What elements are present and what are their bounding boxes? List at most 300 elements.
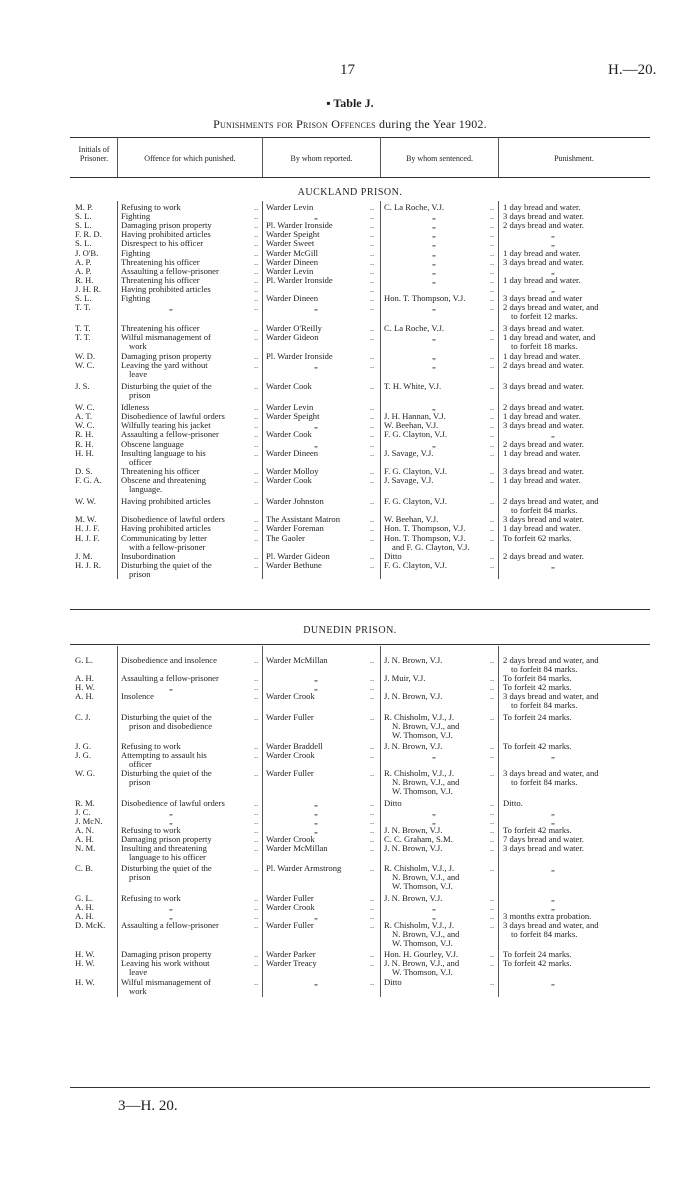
sentenced-by-cell-line: „ — [432, 211, 436, 222]
offence-cell — [121, 303, 261, 312]
prisoner-initials: A. H. — [75, 691, 94, 702]
offence-cell-line: „ — [169, 806, 173, 817]
leader-dots: .. — [490, 293, 495, 303]
offence-cell-line: prison — [129, 389, 151, 400]
table-row — [0, 769, 700, 796]
leader-dots: .. — [254, 977, 259, 988]
leader-dots: .. — [370, 532, 375, 543]
punishment-cell-line: 2 days bread and water, and — [503, 655, 599, 665]
offence-cell-line: Threatening his officer — [121, 465, 200, 476]
reported-by-cell: Pl. Warder Armstrong — [266, 863, 342, 874]
sentenced-by-cell — [384, 258, 499, 267]
offence-cell-line: leave — [129, 368, 148, 379]
prisoner-initials: H. J. R. — [75, 559, 102, 570]
offence-cell-line: Damaging prison property — [121, 833, 212, 844]
prisoner-initials: J. G. — [75, 750, 91, 760]
sentenced-by-cell-line: F. G. Clayton, V.J. — [384, 496, 447, 507]
table-row — [0, 692, 700, 710]
sentenced-by-cell-line: F. G. Clayton, V.J. — [384, 465, 447, 476]
sentenced-by-cell-line: J. N. Brown, V.J. — [384, 691, 443, 702]
leader-dots: .. — [370, 655, 375, 665]
offence-cell — [121, 844, 261, 862]
leader-dots: .. — [254, 919, 259, 930]
prisoner-initials: H. H. — [75, 447, 94, 458]
sentenced-by-cell-line: N. Brown, V.J., and — [392, 720, 460, 731]
offence-cell-line: prison — [129, 568, 151, 579]
offence-cell-line: Having prohibited articles — [121, 229, 211, 240]
sentenced-by-cell-line: R. Chisholm, V.J., J. — [384, 711, 455, 722]
section-separator — [70, 609, 650, 610]
leader-dots: .. — [254, 229, 259, 240]
prisoner-initials: W. C. — [75, 402, 95, 413]
table-row — [0, 674, 700, 683]
sentenced-by-cell — [384, 894, 499, 903]
leader-dots: .. — [254, 202, 259, 212]
offence-cell-line: Disobedience of lawful orders — [121, 411, 225, 422]
section-title-auckland: AUCKLAND PRISON. — [297, 187, 403, 198]
prisoner-initials: J. S. — [75, 380, 90, 391]
leader-dots: .. — [370, 711, 375, 722]
table-row — [0, 421, 700, 430]
prisoner-initials: S. L. — [75, 220, 92, 231]
punishment-cell-line: Ditto. — [503, 797, 523, 808]
prisoner-initials: J. McN. — [75, 815, 103, 826]
offence-cell-line: prison — [129, 777, 151, 788]
punishment-cell — [503, 382, 643, 391]
prisoner-initials: H. W. — [75, 682, 95, 693]
offence-cell-line: Assaulting a fellow-prisoner — [121, 919, 219, 930]
leader-dots: .. — [370, 977, 375, 988]
reported-by-cell: Warder O'Reilly — [266, 323, 322, 334]
table-row — [0, 742, 700, 751]
column-divider — [380, 201, 381, 579]
leader-dots: .. — [370, 220, 375, 231]
prisoner-initials: R. M. — [75, 797, 95, 808]
reported-by-cell: Warder Crook — [266, 691, 315, 702]
punishment-cell-line: 2 days bread and water, and — [503, 302, 599, 313]
reported-by-cell: Warder McMillan — [266, 843, 328, 853]
reported-by-cell: Warder Cook — [266, 429, 312, 440]
prisoner-initials: F. R. D. — [75, 229, 102, 240]
reported-by-cell: „ — [314, 211, 318, 222]
punishment-cell-line: 3 days bread and water, and — [503, 768, 599, 779]
reported-by-cell: „ — [314, 359, 318, 370]
leader-dots: .. — [490, 380, 495, 391]
leader-dots: .. — [254, 220, 259, 231]
reported-by-cell: Warder Fuller — [266, 768, 314, 779]
offence-cell-line: Refusing to work — [121, 202, 181, 212]
sentenced-by-cell-line: „ — [432, 220, 436, 231]
table-row — [0, 440, 700, 449]
table-row — [0, 978, 700, 996]
table-row — [0, 203, 700, 212]
sentenced-by-cell — [384, 864, 499, 891]
leader-dots: .. — [254, 901, 259, 912]
offence-cell-line: Insulting language to his — [121, 447, 206, 458]
leader-dots: .. — [254, 247, 259, 258]
sentenced-by-cell-line: J. Savage, V.J. — [384, 447, 434, 458]
sentenced-by-cell — [384, 294, 499, 303]
sentenced-by-cell-line: J. N. Brown, V.J. — [384, 843, 443, 853]
offence-cell-line: Disrespect to his officer — [121, 238, 204, 249]
offence-cell-line: Fighting — [121, 211, 151, 222]
reported-by-cell: Warder Speight — [266, 229, 320, 240]
offence-cell-line: Disobedience and insolence — [121, 655, 217, 665]
table-row — [0, 403, 700, 412]
punishment-cell-line: 3 days bread and water, and — [503, 691, 599, 702]
sentenced-by-cell — [384, 267, 499, 276]
punishment-cell-line: To forfeit 24 marks. — [503, 949, 572, 960]
reported-by-cell: „ — [314, 682, 318, 693]
offence-cell-line: „ — [169, 901, 173, 912]
punishment-cell-line: „ — [551, 238, 555, 249]
offence-cell — [121, 921, 261, 930]
reported-by-cell: „ — [314, 420, 318, 431]
leader-dots: .. — [370, 302, 375, 313]
sentenced-by-cell — [384, 561, 499, 570]
punishment-cell-line: 3 days bread and water — [503, 293, 583, 303]
prisoner-initials: H. W. — [75, 958, 95, 969]
offence-cell-line: Damaging prison property — [121, 350, 212, 361]
leader-dots: .. — [254, 655, 259, 665]
offence-cell — [121, 808, 261, 817]
sentenced-by-cell-line: „ — [432, 806, 436, 817]
leader-dots: .. — [490, 438, 495, 449]
column-divider — [498, 646, 499, 997]
leader-dots: .. — [370, 429, 375, 440]
punishment-cell-line: „ — [551, 283, 555, 294]
sentenced-by-cell-line: „ — [432, 438, 436, 449]
offence-cell — [121, 333, 261, 351]
sentenced-by-cell-line: J. N. Brown, V.J. — [384, 655, 443, 665]
prisoner-initials: A. T. — [75, 411, 93, 422]
leader-dots: .. — [490, 465, 495, 476]
leader-dots: .. — [490, 550, 495, 561]
leader-dots: .. — [370, 474, 375, 485]
sentenced-by-cell — [384, 303, 499, 312]
leader-dots: .. — [490, 797, 495, 808]
sentenced-by-cell-line: „ — [432, 238, 436, 249]
prisoner-initials: A. N. — [75, 824, 94, 835]
sentenced-by-cell-line: „ — [432, 350, 436, 361]
sentenced-by-cell-line: and F. G. Clayton, V.J. — [392, 541, 470, 552]
punishment-cell — [503, 449, 643, 458]
offence-cell — [121, 476, 261, 494]
leader-dots: .. — [370, 523, 375, 534]
offence-cell-line: Threatening his officer — [121, 256, 200, 267]
leader-dots: .. — [370, 863, 375, 874]
reported-by-cell: Warder Cook — [266, 380, 312, 391]
table-row — [0, 534, 700, 552]
table-row — [0, 799, 700, 808]
table-row — [0, 844, 700, 862]
leader-dots: .. — [370, 824, 375, 835]
punishment-cell-line: „ — [551, 559, 555, 570]
reported-by-cell: „ — [314, 977, 318, 988]
punishment-cell-line: to forfeit 18 marks. — [511, 341, 578, 352]
leader-dots: .. — [254, 682, 259, 693]
punishment-cell-line: 1 day bread and water. — [503, 523, 581, 534]
leader-dots: .. — [370, 323, 375, 334]
prisoner-initials: T. T. — [75, 332, 91, 343]
leader-dots: .. — [490, 332, 495, 343]
sentenced-by-cell — [384, 674, 499, 683]
reported-by-cell: Warder Dineen — [266, 293, 319, 303]
table-row — [0, 212, 700, 221]
offence-cell-line: Disturbing the quiet of the — [121, 380, 212, 391]
prisoner-initials: G. L. — [75, 892, 93, 903]
reported-by-cell: Warder Dineen — [266, 447, 319, 458]
leader-dots: .. — [370, 910, 375, 921]
offence-cell-line: officer — [129, 456, 152, 467]
leader-dots: .. — [370, 496, 375, 507]
leader-dots: .. — [370, 447, 375, 458]
leader-dots: .. — [490, 429, 495, 440]
leader-dots: .. — [254, 863, 259, 874]
punishment-cell — [503, 303, 643, 321]
offence-cell-line: Disturbing the quiet of the — [121, 559, 212, 570]
reported-by-cell: Warder Levin — [266, 402, 314, 413]
table-row — [0, 303, 700, 321]
punishment-cell — [503, 258, 643, 267]
prisoner-initials: H. J. F. — [75, 532, 100, 543]
offence-cell-line: „ — [169, 682, 173, 693]
table-row — [0, 467, 700, 476]
table-label: ▪ Table J. — [326, 96, 374, 110]
sentenced-by-cell-line: W. Thomson, V.J. — [392, 881, 453, 892]
punishment-cell-line: 3 days bread and water, and — [503, 919, 599, 930]
leader-dots: .. — [370, 806, 375, 817]
reported-by-cell: Pl. Warder Ironside — [266, 220, 333, 231]
punishment-cell-line: 1 day bread and water. — [503, 447, 581, 458]
sentenced-by-cell-line: Hon. T. Thompson, V.J. — [384, 293, 466, 303]
sentenced-by-cell-line: Ditto — [384, 797, 402, 808]
leader-dots: .. — [254, 380, 259, 391]
table-row — [0, 221, 700, 230]
punishment-cell — [503, 978, 643, 987]
reported-by-cell: Warder Speight — [266, 411, 320, 422]
sentenced-by-cell — [384, 959, 499, 977]
leader-dots: .. — [254, 350, 259, 361]
table-row — [0, 230, 700, 239]
leader-dots: .. — [254, 958, 259, 969]
reported-by-cell: Warder McGill — [266, 247, 319, 258]
reported-by-cell: Warder Foreman — [266, 523, 324, 534]
leader-dots: .. — [254, 768, 259, 779]
sentenced-by-cell — [384, 476, 499, 485]
punishment-cell-line: 3 days bread and water. — [503, 514, 584, 525]
punishment-cell-line: „ — [551, 806, 555, 817]
leader-dots: .. — [254, 438, 259, 449]
offence-cell-line: „ — [169, 815, 173, 826]
leader-dots: .. — [370, 211, 375, 222]
leader-dots: .. — [254, 550, 259, 561]
leader-dots: .. — [490, 220, 495, 231]
punishment-cell — [503, 769, 643, 787]
offence-cell-line: Having prohibited articles — [121, 523, 211, 534]
sentenced-by-cell-line: „ — [432, 247, 436, 258]
table-row — [0, 249, 700, 258]
prisoner-initials: M. P. — [75, 202, 93, 212]
sentenced-by-cell — [384, 769, 499, 796]
sentenced-by-cell — [384, 239, 499, 248]
reported-by-cell: The Assistant Matron — [266, 514, 340, 525]
sentenced-by-cell-line: T. H. White, V.J. — [384, 380, 442, 391]
offence-cell-line: Refusing to work — [121, 892, 181, 903]
column-divider — [498, 201, 499, 579]
leader-dots: .. — [490, 302, 495, 313]
sentenced-by-cell-line: W. Beehan, V.J. — [384, 514, 439, 525]
offence-cell — [121, 959, 261, 977]
punishment-cell — [503, 921, 643, 939]
punishment-cell-line: „ — [551, 750, 555, 760]
prisoner-initials: W. C. — [75, 420, 95, 431]
punishment-cell — [503, 959, 643, 968]
table-title — [0, 117, 700, 132]
reported-by-cell: Pl. Warder Ironside — [266, 350, 333, 361]
sentenced-by-cell-line: Hon. H. Gourley, V.J. — [384, 949, 459, 960]
sentenced-by-cell — [384, 751, 499, 760]
leader-dots: .. — [370, 420, 375, 431]
table-row — [0, 267, 700, 276]
prisoner-initials: W. C. — [75, 359, 95, 370]
leader-dots: .. — [490, 682, 495, 693]
punishment-cell-line: 3 days bread and water. — [503, 465, 584, 476]
prisoner-initials: A. P. — [75, 265, 92, 276]
punishment-cell-line: To forfeit 84 marks. — [503, 673, 572, 684]
leader-dots: .. — [490, 843, 495, 853]
prisoner-initials: W. D. — [75, 350, 95, 361]
reported-by-cell: Warder Fuller — [266, 711, 314, 722]
punishment-cell — [503, 894, 643, 903]
prisoner-initials: M. W. — [75, 514, 97, 525]
sentenced-by-cell-line: R. Chisholm, V.J., J. — [384, 863, 455, 874]
leader-dots: .. — [490, 447, 495, 458]
sentenced-by-cell-line: „ — [432, 302, 436, 313]
table-row — [0, 497, 700, 515]
table-row — [0, 412, 700, 421]
prisoner-initials: R. H. — [75, 274, 94, 285]
punishment-cell — [503, 561, 643, 570]
sentenced-by-cell-line: W. Thomson, V.J. — [392, 937, 453, 948]
reported-by-cell: Warder Gideon — [266, 332, 319, 343]
punishment-cell — [503, 713, 643, 722]
punishment-cell-line: To forfeit 42 marks. — [503, 740, 572, 751]
leader-dots: .. — [370, 750, 375, 760]
leader-dots: .. — [490, 559, 495, 570]
offence-cell-line: Threatening his officer — [121, 274, 200, 285]
offence-cell — [121, 534, 261, 552]
prisoner-initials: C. B. — [75, 863, 93, 874]
prisoner-initials: H. W. — [75, 977, 95, 988]
table-row — [0, 817, 700, 826]
sentenced-by-cell-line: N. Brown, V.J., and — [392, 872, 460, 883]
table-row — [0, 476, 700, 494]
leader-dots: .. — [254, 323, 259, 334]
reported-by-cell: Warder Johnston — [266, 496, 324, 507]
sentenced-by-cell-line: Ditto — [384, 550, 402, 561]
leader-dots: .. — [254, 673, 259, 684]
leader-dots: .. — [490, 202, 495, 212]
leader-dots: .. — [490, 833, 495, 844]
sentenced-by-cell — [384, 430, 499, 439]
leader-dots: .. — [370, 229, 375, 240]
offence-cell — [121, 713, 261, 731]
reported-by-cell: Pl. Warder Ironside — [266, 274, 333, 285]
leader-dots: .. — [370, 833, 375, 844]
punishment-cell-line: 3 days bread and water. — [503, 380, 584, 391]
leader-dots: .. — [254, 302, 259, 313]
offence-cell-line: „ — [169, 302, 173, 313]
offence-cell-line: Disobedience of lawful orders — [121, 797, 225, 808]
leader-dots: .. — [490, 211, 495, 222]
leader-dots: .. — [490, 496, 495, 507]
leader-dots: .. — [490, 824, 495, 835]
col-punishment: Punishment. — [554, 154, 594, 163]
leader-dots: .. — [254, 359, 259, 370]
leader-dots: .. — [254, 691, 259, 702]
dunedin-top-rule — [70, 644, 650, 645]
offence-cell-line: Wilful mismanagement of — [121, 977, 211, 988]
table-row — [0, 239, 700, 248]
punishment-cell-line: 1 day bread and water. — [503, 202, 581, 212]
sentenced-by-cell-line: „ — [432, 750, 436, 760]
table-row — [0, 361, 700, 379]
leader-dots: .. — [490, 523, 495, 534]
sentenced-by-cell-line: C. La Roche, V.J. — [384, 323, 445, 334]
punishment-cell — [503, 808, 643, 817]
punishment-cell-line: 2 days bread and water. — [503, 359, 584, 370]
punishment-cell-line: 3 days bread and water. — [503, 323, 584, 334]
prisoner-initials: S. L. — [75, 293, 92, 303]
table-row — [0, 276, 700, 285]
leader-dots: .. — [490, 768, 495, 779]
leader-dots: .. — [254, 332, 259, 343]
leader-dots: .. — [254, 833, 259, 844]
leader-dots: .. — [254, 474, 259, 485]
reported-by-cell: Warder Dineen — [266, 256, 319, 267]
table-row — [0, 826, 700, 835]
table-row — [0, 656, 700, 674]
sentenced-by-cell — [384, 808, 499, 817]
leader-dots: .. — [370, 691, 375, 702]
sentenced-by-cell-line: W. Beehan, V.J. — [384, 420, 439, 431]
punishment-cell — [503, 221, 643, 230]
sentenced-by-cell-line: C. C. Graham, S.M. — [384, 833, 453, 844]
table-row — [0, 903, 700, 912]
leader-dots: .. — [370, 350, 375, 361]
leader-dots: .. — [370, 740, 375, 751]
leader-dots: .. — [370, 202, 375, 212]
footer-reference: 3—H. 20. — [118, 1098, 178, 1114]
leader-dots: .. — [254, 843, 259, 853]
offence-cell-line: Insulting and threatening — [121, 843, 207, 853]
sentenced-by-cell — [384, 333, 499, 342]
leader-dots: .. — [254, 806, 259, 817]
leader-dots: .. — [490, 910, 495, 921]
leader-dots: .. — [490, 919, 495, 930]
offence-cell-line: language. — [129, 483, 163, 494]
table-row — [0, 894, 700, 903]
sentenced-by-cell-line: J. N. Brown, V.J. — [384, 740, 443, 751]
leader-dots: .. — [254, 293, 259, 303]
leader-dots: .. — [490, 815, 495, 826]
punishment-cell-line: 1 day bread and water. — [503, 350, 581, 361]
col-reported: By whom reported. — [290, 154, 353, 163]
leader-dots: .. — [254, 532, 259, 543]
leader-dots: .. — [254, 711, 259, 722]
sentenced-by-cell-line: Hon. T. Thompson, V.J. — [384, 523, 466, 534]
